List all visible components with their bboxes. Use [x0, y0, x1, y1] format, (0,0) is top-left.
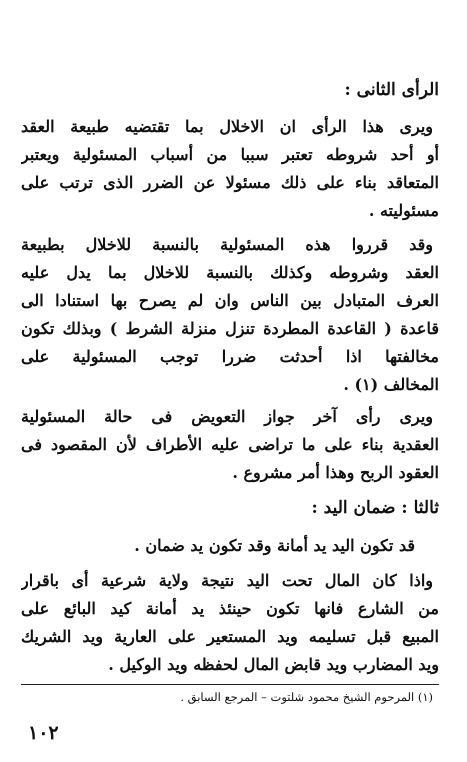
- paragraph-line: ويرى رأى آخر جواز التعويض فى حالة المسئولية: [21, 407, 433, 426]
- paragraph-line: مخالفتها اذا أحدثت ضررا توجب المسئولية على: [21, 347, 439, 366]
- section-heading-second-opinion: الرأى الثانى :: [344, 80, 439, 100]
- paragraph-line: قد تكون اليد يد أمانة وقد تكون يد ضمان .: [134, 536, 415, 555]
- paragraph-line: ويرى هذا الرأى ان الاخلال بما تقتضيه طبيعة العقد: [21, 117, 433, 136]
- paragraph-line: المخالف (١) .: [343, 375, 439, 394]
- paragraph-line: العرف المتبادل بين الناس وان لم يصرح بها استنادا الى: [21, 291, 439, 310]
- paragraph-line: واذا كان المال تحت اليد نتيجة ولاية شرعية أى باقرار: [21, 571, 433, 590]
- paragraph-line: من الشارع فانها تكون حينئذ يد أمانة كيد البائع على: [21, 599, 439, 618]
- footnote-separator: [21, 684, 439, 685]
- paragraph-line: العقد وشروطه وكذلك بالنسبة للاخلال بما يدل عليه: [21, 263, 439, 282]
- paragraph-line: المبيع قبل تسليمه ويد المستعير على العارية ويد الشريك: [21, 627, 439, 646]
- section-heading-hand-guarantee: ثالثا : ضمان اليد :: [311, 498, 439, 518]
- paragraph-line: العقود الربح وهذا أمر مشروع .: [232, 463, 439, 482]
- paragraph-line: مسئوليته .: [368, 201, 439, 220]
- paragraph-line: المتعاقد بناء على ذلك مسئولا عن الضرر الذى ترتب على: [21, 173, 439, 192]
- paragraph-line: قاعدة ( القاعدة المطردة تنزل منزلة الشرط ) وبذلك تكون: [21, 319, 439, 338]
- footnote: (١) المرحوم الشيخ محمود شلتوت – المرجع السابق .: [180, 690, 433, 704]
- paragraph-line: العقدية بناء على ما تراضى عليه الأطراف لأن المقصود فى: [21, 435, 439, 454]
- paragraph-line: ويد المضارب ويد قابض المال لحفظه ويد الوكيل .: [108, 655, 439, 674]
- paragraph-line: وقد قرروا هذه المسئولية بالنسبة للاخلال بطبيعة: [21, 235, 433, 254]
- page-number: ١٠٢: [28, 722, 59, 744]
- paragraph-line: أو أحد شروطه تعتبر سببا من أسباب المسئولية ويعتبر: [21, 145, 439, 164]
